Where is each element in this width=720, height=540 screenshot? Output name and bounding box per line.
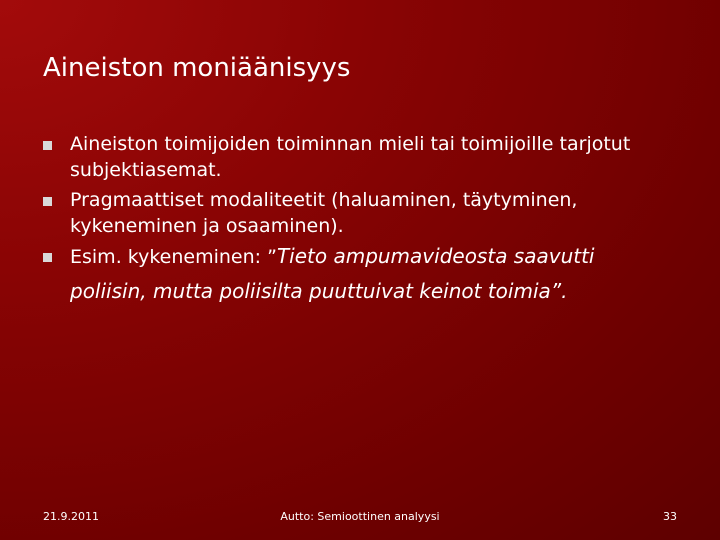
example-quote-continuation [70, 278, 683, 305]
example-quote-line2: poliisin, mutta poliisilta puuttuivat keinot toimia [70, 279, 551, 303]
bullet-text-modaliteetit: Pragmaattiset modaliteetit (haluaminen, täytyminen, kykeneminen ja osaaminen). [70, 189, 578, 237]
example-quote-line1: Tieto ampumavideosta saavutti [276, 244, 595, 268]
footer-date: 21.9.2011 [43, 510, 99, 523]
example-suffix: ”. [550, 279, 568, 303]
example-line [70, 246, 595, 268]
bullet-list [43, 131, 683, 305]
bullet-item-toimijat [43, 131, 683, 183]
square-bullet-icon [43, 253, 52, 262]
bullet-text-toimijat: Aineiston toimijoiden toiminnan mieli tai toimijoille tarjotut subjektiasemat. [70, 133, 631, 181]
bullet-item-esimerkki [43, 243, 683, 305]
slide-title: Aineiston moniäänisyys [43, 53, 351, 83]
footer-author: Autto: Semioottinen analyysi [280, 510, 440, 523]
example-prefix: Esim. kykeneminen: ” [70, 246, 277, 268]
footer-page-number: 33 [663, 510, 677, 523]
bullet-item-modaliteetit [43, 187, 683, 239]
square-bullet-icon [43, 197, 52, 206]
square-bullet-icon [43, 141, 52, 150]
